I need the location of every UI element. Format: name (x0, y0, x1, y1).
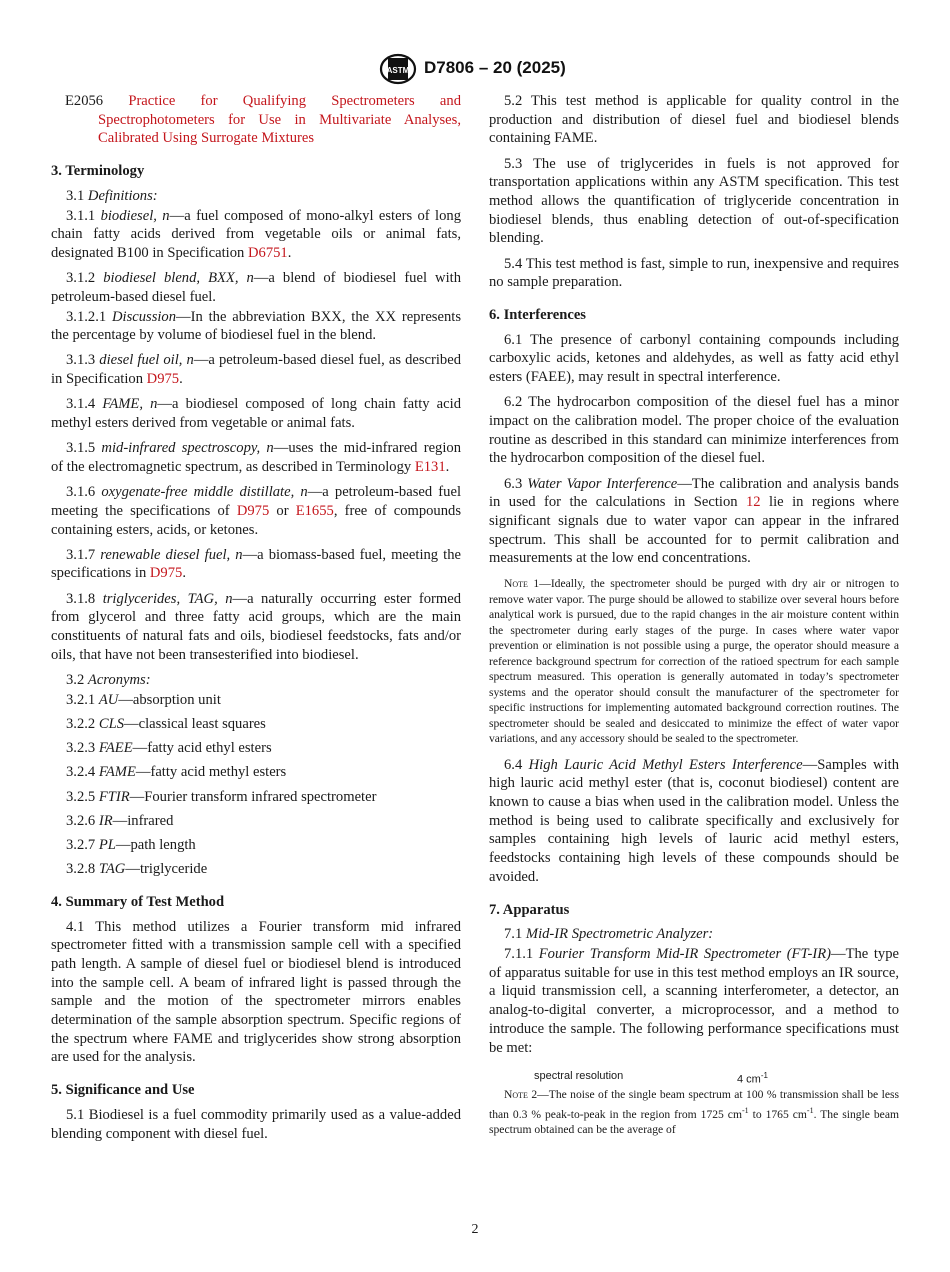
paragraph-5-4: 5.4 This test method is fast, simple to run, inexpensive and requires no sample preparation. (489, 255, 899, 291)
reference-code: E2056 (65, 93, 104, 109)
acronym-item: 3.2.8 TAG—triglyceride (66, 861, 208, 878)
definition-3-1-6: 3.1.6 oxygenate-free middle distillate, n—a petroleum-based fuel meeting the specifications of D975 or E1655, free of compounds containing esters, acids, or ketones. (51, 484, 462, 538)
ref-e1655-link[interactable]: E1655 (295, 502, 334, 519)
paragraph-7-1-1: 7.1.1 Fourier Transform Mid-IR Spectrometer (FT-IR)—The type of apparatus suitable for use in this test method employs an IR source, a liquid transmission cell, a scanning interferometer, a detector, an analog-to-digital converter, a microprocessor, and a method to introduce the sample. The following performance specifications must be met: (489, 946, 899, 1056)
reference-e2056 (51, 92, 461, 148)
paragraph-6-3: 6.3 Water Vapor Interference—The calibration and analysis bands in used for the calculations in Section 12 lie in regions where significant signals due to water vapor can appear in the infrared spectrum. This shall be accounted for to permit calibration and measurements at the low end concentrations. (489, 475, 899, 567)
section-7-heading: 7. Apparatus (489, 901, 570, 918)
acronym-item: 3.2.1 AU—absorption unit (66, 691, 221, 708)
ref-d975-link[interactable]: D975 (236, 502, 270, 519)
note-2: Note 2—The noise of the single beam spectrum at 100 % transmission shall be less than 0.3 % peak-to-peak in the region from 1725 $cm^{-1}$ to 1765 $cm^{-1}$. The single beam spectrum obtained can be the average of (489, 1088, 899, 1137)
definition-3-2: 3.2 Acronyms: (66, 671, 151, 688)
acronym-item: 3.2.7 PL—path length (66, 836, 196, 853)
left-column (51, 92, 461, 1150)
definition-3-1-7: 3.1.7 renewable diesel fuel, n—a biomass-based fuel, meeting the specifications in D975. (51, 546, 461, 582)
acronym-item: 3.2.3 FAEE—fatty acid ethyl esters (66, 740, 272, 757)
spec-row (489, 1067, 899, 1086)
page-number: 2 (471, 1222, 479, 1237)
definition-3-1-5: 3.1.5 mid-infrared spectroscopy, n—uses the mid-infrared region of the electromagnetic spectrum, as described in Terminology E131. (51, 440, 461, 475)
note-1: Note 1—Ideally, the spectrometer should be purged with dry air or nitrogen to remove water vapor. The purge should be allowed to stabilize over several hours before analytical work is pursued, due to the rapid changes in the air moisture content within the spectrometer during early stages of the purge. In cases where water vapor prevention or elimination is not possible using a purge, the operator should measure a reference background spectrum for correction of the ratioed spectrum for each sample spectrum measured. This operation is generally automated in today’s spectrometer systems and the operator should consult the manufacturer of the spectrometer for specific instructions for implementing automated background correction routines. The spectrometer should be sealed and desiccated to minimize the effect of water vapor variations, and any accessory should be sealed to the spectrometer. (489, 577, 899, 746)
reference-title-link[interactable]: Practice for Qualifying Spectrometers and Spectrophotometers for Use in Multivariate Analyses, Calibrated Using Surrogate Mixtures (98, 93, 461, 147)
paragraph-6-1: 6.1 The presence of carbonyl containing compounds including carboxylic acids, ketones and aldehydes, as well as fatty acid ethyl esters (FAEE), may result in spectral interference. (489, 331, 899, 386)
definition-3-1-2-1: 3.1.2.1 Discussion—In the abbreviation BXX, the XX represents the percentage by volume of biodiesel fuel in the blend. (51, 308, 461, 344)
paragraph-7-1: 7.1 Mid-IR Spectrometric Analyzer: (504, 926, 714, 943)
ref-e131-link[interactable]: E131 (414, 458, 446, 475)
note-label: Note 1 (504, 577, 540, 591)
definition-3-1-1: 3.1.1 biodiesel, n—a fuel composed of mono-alkyl esters of long chain fatty acids derived from vegetable oils or animal fats, designated B100 in Specification D6751. (51, 207, 461, 261)
section-3-heading: 3. Terminology (51, 163, 145, 180)
paragraph-5-3: 5.3 The use of triglycerides in fuels is not approved for transportation applications within any ASTM specification. This test method allows the quantification of triglyceride concentration in biodiesel blends, thus enabling detection of out-of-specification blending. (489, 155, 899, 247)
paragraph-4-1: 4.1 This method utilizes a Fourier transform mid infrared spectrometer fitted with a transmission sample cell with a specified path length. A sample of diesel fuel or biodiesel blend is introduced into the sample cell. A beam of infrared light is passed through the sample and the motion of the spectrometer mirrors enables determination of the sample absorption spectrum. Specific regions of the spectrum where FAME and triglycerides show strong absorption are used for the analysis. (51, 918, 461, 1066)
logo-text: ASTM (386, 66, 410, 75)
paragraph-5-1: 5.1 Biodiesel is a fuel commodity primarily used as a value-added blending component with diesel fuel. (51, 1106, 461, 1142)
paragraph-6-2: 6.2 The hydrocarbon composition of the diesel fuel has a minor impact on the calibration model. The proper choice of the evaluation routine as described in this standard can minimize interferences from the hydrocarbon composition of the diesel fuel. (489, 394, 899, 467)
page-header (0, 56, 950, 82)
astm-logo-icon (379, 53, 417, 85)
ref-d975-link[interactable]: D975 (146, 371, 180, 388)
section-5-heading: 5. Significance and Use (51, 1082, 195, 1099)
section-4-heading: 4. Summary of Test Method (51, 893, 225, 910)
right-column (489, 92, 899, 1147)
definition-3-1-4: 3.1.4 FAME, n—a biodiesel composed of long chain fatty acid methyl esters derived from vegetable or animal fats. (51, 396, 461, 432)
ref-section-12-link[interactable]: 12 (746, 494, 761, 511)
section-6-heading: 6. Interferences (489, 307, 586, 324)
acronym-item: 3.2.2 CLS—classical least squares (66, 715, 266, 732)
acronym-list (51, 691, 461, 879)
paragraph-5-2: 5.2 This test method is applicable for quality control in the production and distribution of diesel fuel and biodiesel blends containing FAME. (489, 93, 899, 147)
designation: D7806 – 20 (2025) (424, 58, 566, 77)
spec-label: spectral resolution (534, 1070, 624, 1083)
acronym-item: 3.2.4 FAME—fatty acid methyl esters (66, 764, 287, 781)
spec-value: 4 $cm^{-1}$ (737, 1071, 768, 1086)
ref-d975-link[interactable]: D975 (149, 565, 183, 582)
definition-3-1-3: 3.1.3 diesel fuel oil, n—a petroleum-based diesel fuel, as described in Specification D975. (51, 352, 461, 388)
paragraph-6-4: 6.4 High Lauric Acid Methyl Esters Interference—Samples with high lauric acid methyl ester (that is, coconut biodiesel) content are known to cause a bias when used in the calibration model. Unless the method is being used to calibrate specifically and exclusively for samples containing high levels of lauric acid methyl esters, feedstocks containing high levels of these compounds should be avoided. (489, 756, 899, 885)
definition-3-1-8: 3.1.8 triglycerides, TAG, n—a naturally occurring ester formed from glycerol and three fatty acid groups, which are the main constituents of natural fats and oils, biodiesel feedstocks, fats and/or oils, that have not been transesterified into biodiesel. (51, 590, 461, 663)
ref-d6751-link[interactable]: D6751 (247, 244, 288, 261)
definition-3-1: 3.1 Definitions: (66, 187, 158, 204)
definition-3-1-2: 3.1.2 biodiesel blend, BXX, n—a blend of biodiesel fuel with petroleum-based diesel fuel. (51, 270, 461, 305)
note-label: Note 2 (504, 1088, 538, 1102)
acronym-item: 3.2.5 FTIR—Fourier transform infrared spectrometer (66, 788, 377, 805)
acronym-item: 3.2.6 IR—infrared (66, 812, 174, 829)
